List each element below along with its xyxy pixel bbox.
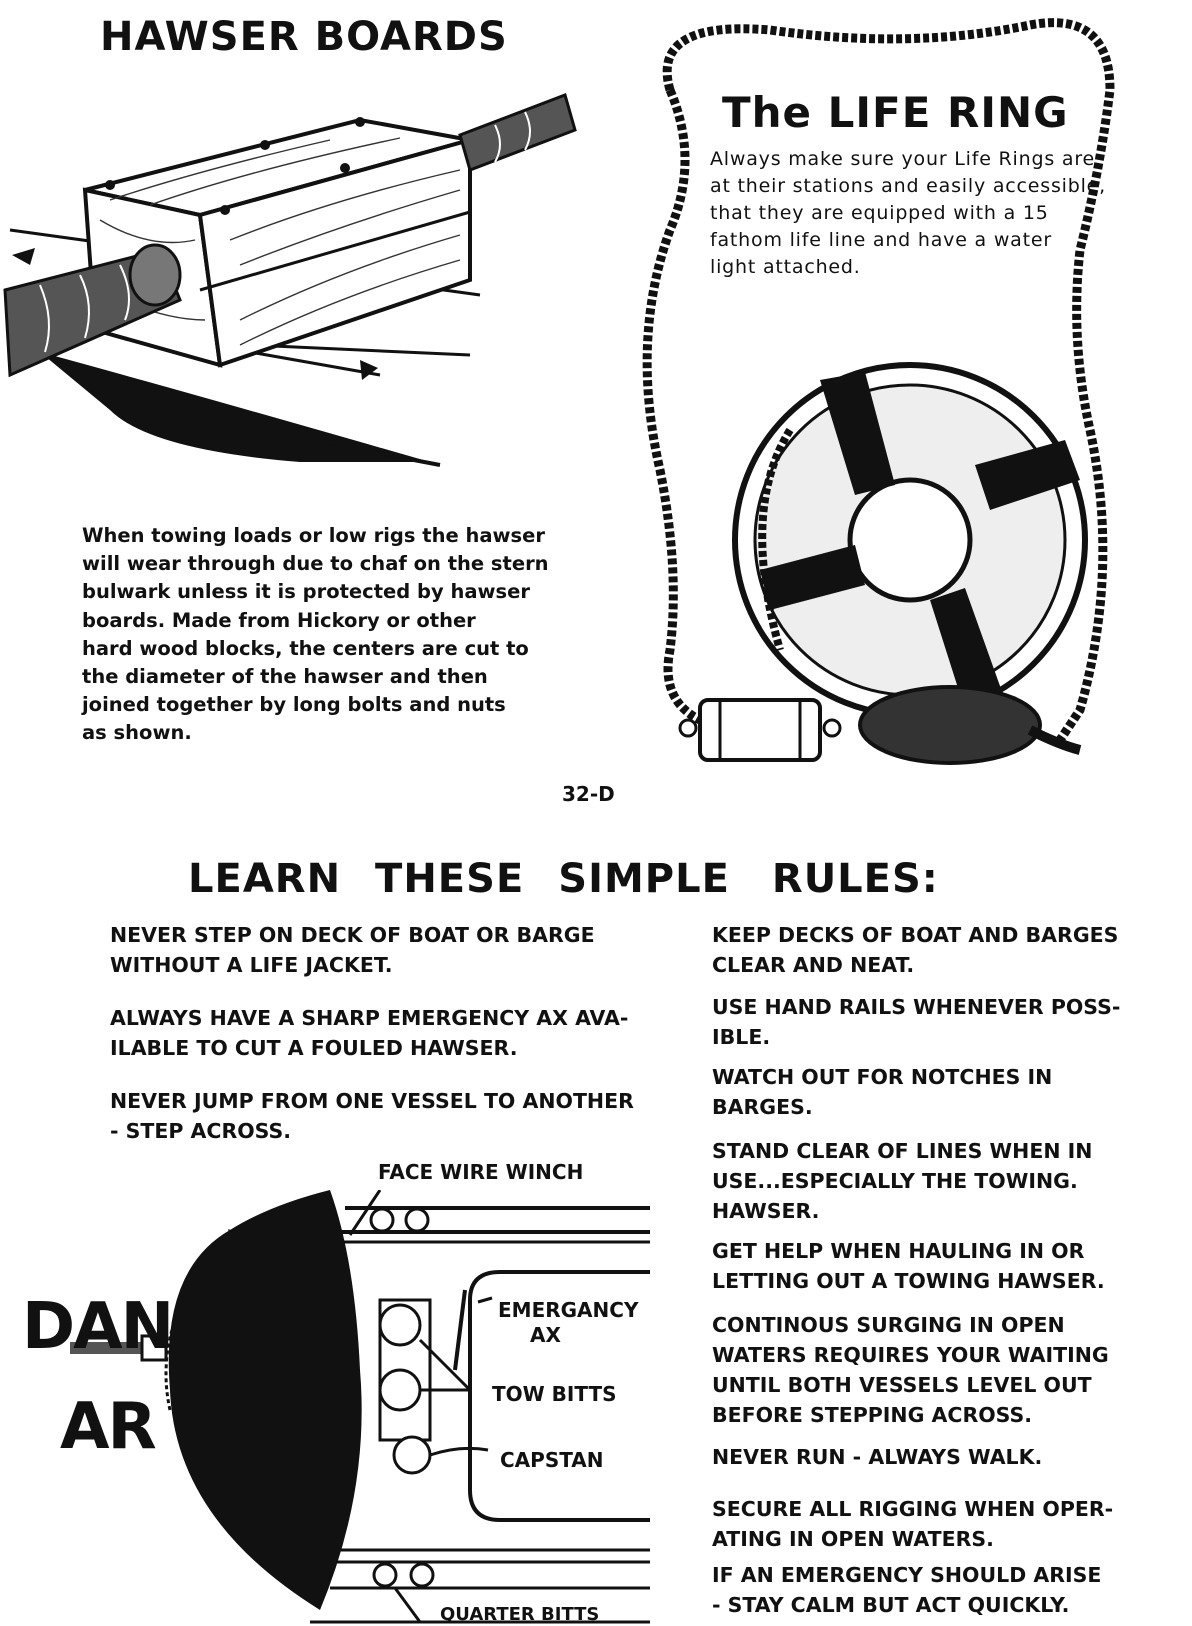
danger-label-2: AR — [60, 1390, 155, 1464]
rule-line: WATCH OUT FOR NOTCHES IN — [712, 1065, 1053, 1089]
rule-right-2 — [712, 992, 1120, 1052]
rule-line: BEFORE STEPPING ACROSS. — [712, 1403, 1033, 1427]
emergency-ax-label: EMERGANCY — [498, 1298, 639, 1322]
rule-line: NEVER RUN - ALWAYS WALK. — [712, 1445, 1043, 1469]
hawser-text-line: boards. Made from Hickory or other — [82, 608, 476, 632]
rule-line: SECURE ALL RIGGING WHEN OPER- — [712, 1497, 1114, 1521]
life-ring-title: The LIFE RING — [722, 88, 1069, 137]
rule-line: STAND CLEAR OF LINES WHEN IN — [712, 1139, 1093, 1163]
rule-line: USE HAND RAILS WHENEVER POSS- — [712, 995, 1121, 1019]
rule-right-6 — [712, 1310, 1109, 1430]
rule-right-3 — [712, 1062, 1052, 1122]
hawser-boards-title: HAWSER BOARDS — [100, 14, 508, 60]
hawser-board-illustration — [0, 90, 590, 480]
hawser-text-line: as shown. — [82, 721, 192, 745]
rule-line: CONTINOUS SURGING IN OPEN — [712, 1313, 1065, 1337]
quarter-bitts-label: QUARTER BITTS — [440, 1604, 600, 1625]
rule-line: NEVER STEP ON DECK OF BOAT OR BARGE — [110, 923, 595, 947]
rule-right-5 — [712, 1236, 1105, 1296]
rule-left-3 — [110, 1086, 634, 1146]
rule-line: - STEP ACROSS. — [110, 1119, 292, 1143]
face-wire-winch-label: FACE WIRE WINCH — [378, 1160, 584, 1184]
rule-line: ALWAYS HAVE A SHARP EMERGENCY AX AVA- — [110, 1006, 629, 1030]
rule-line: GET HELP WHEN HAULING IN OR — [712, 1239, 1085, 1263]
rule-line: LETTING OUT A TOWING HAWSER. — [712, 1269, 1105, 1293]
rules-title — [188, 856, 939, 902]
capstan-label: CAPSTAN — [500, 1448, 604, 1472]
rule-line: NEVER JUMP FROM ONE VESSEL TO ANOTHER — [110, 1089, 634, 1113]
rule-right-1 — [712, 920, 1118, 980]
hawser-text-line: the diameter of the hawser and then — [82, 665, 488, 689]
rule-line: BARGES. — [712, 1095, 813, 1119]
rule-line: WITHOUT A LIFE JACKET. — [110, 953, 393, 977]
rule-line: ILABLE TO CUT A FOULED HAWSER. — [110, 1036, 518, 1060]
life-ring-text — [710, 146, 1110, 281]
hawser-boards-text — [82, 522, 549, 748]
rules-title-word: THESE — [375, 856, 525, 902]
rule-line: USE...ESPECIALLY THE TOWING. — [712, 1169, 1078, 1193]
rule-left-2 — [110, 1003, 628, 1063]
rule-line: HAWSER. — [712, 1199, 820, 1223]
life-ring-text-line: that they are equipped with a 15 — [710, 202, 1049, 224]
rule-right-4 — [712, 1136, 1092, 1226]
rule-line: KEEP DECKS OF BOAT AND BARGES — [712, 923, 1119, 947]
rule-right-9 — [712, 1560, 1101, 1620]
hawser-text-line: bulwark unless it is protected by hawser — [82, 580, 530, 604]
rule-left-1 — [110, 920, 595, 980]
rules-title-word: RULES: — [771, 856, 939, 902]
rule-line: WATERS REQUIRES YOUR WAITING — [712, 1343, 1109, 1367]
life-ring-text-line: Always make sure your Life Rings are — [710, 148, 1096, 170]
hawser-text-line: will wear through due to chaf on the stern — [82, 552, 549, 576]
hawser-text-line: hard wood blocks, the centers are cut to — [82, 636, 529, 660]
rule-line: ATING IN OPEN WATERS. — [712, 1527, 994, 1551]
rule-line: IBLE. — [712, 1025, 771, 1049]
emergency-ax-label-2: AX — [530, 1323, 561, 1347]
life-ring-text-line: light attached. — [710, 256, 861, 278]
rule-line: IF AN EMERGENCY SHOULD ARISE — [712, 1563, 1102, 1587]
page-number: 32-D — [562, 782, 615, 806]
rule-right-8 — [712, 1494, 1113, 1554]
danger-label-1: DAN — [22, 1290, 173, 1364]
rule-right-7 — [712, 1442, 1042, 1472]
rule-line: CLEAR AND NEAT. — [712, 953, 915, 977]
rule-line: - STAY CALM BUT ACT QUICKLY. — [712, 1593, 1070, 1617]
rules-title-word: SIMPLE — [558, 856, 730, 902]
rule-line: UNTIL BOTH VESSELS LEVEL OUT — [712, 1373, 1092, 1397]
life-ring-text-line: at their stations and easily accessible, — [710, 175, 1106, 197]
life-ring-text-line: fathom life line and have a water — [710, 229, 1052, 251]
hawser-text-line: joined together by long bolts and nuts — [82, 693, 506, 717]
tow-bitts-label: TOW BITTS — [492, 1382, 617, 1406]
hawser-text-line: When towing loads or low rigs the hawser — [82, 524, 545, 547]
rules-title-word: LEARN — [188, 856, 342, 902]
